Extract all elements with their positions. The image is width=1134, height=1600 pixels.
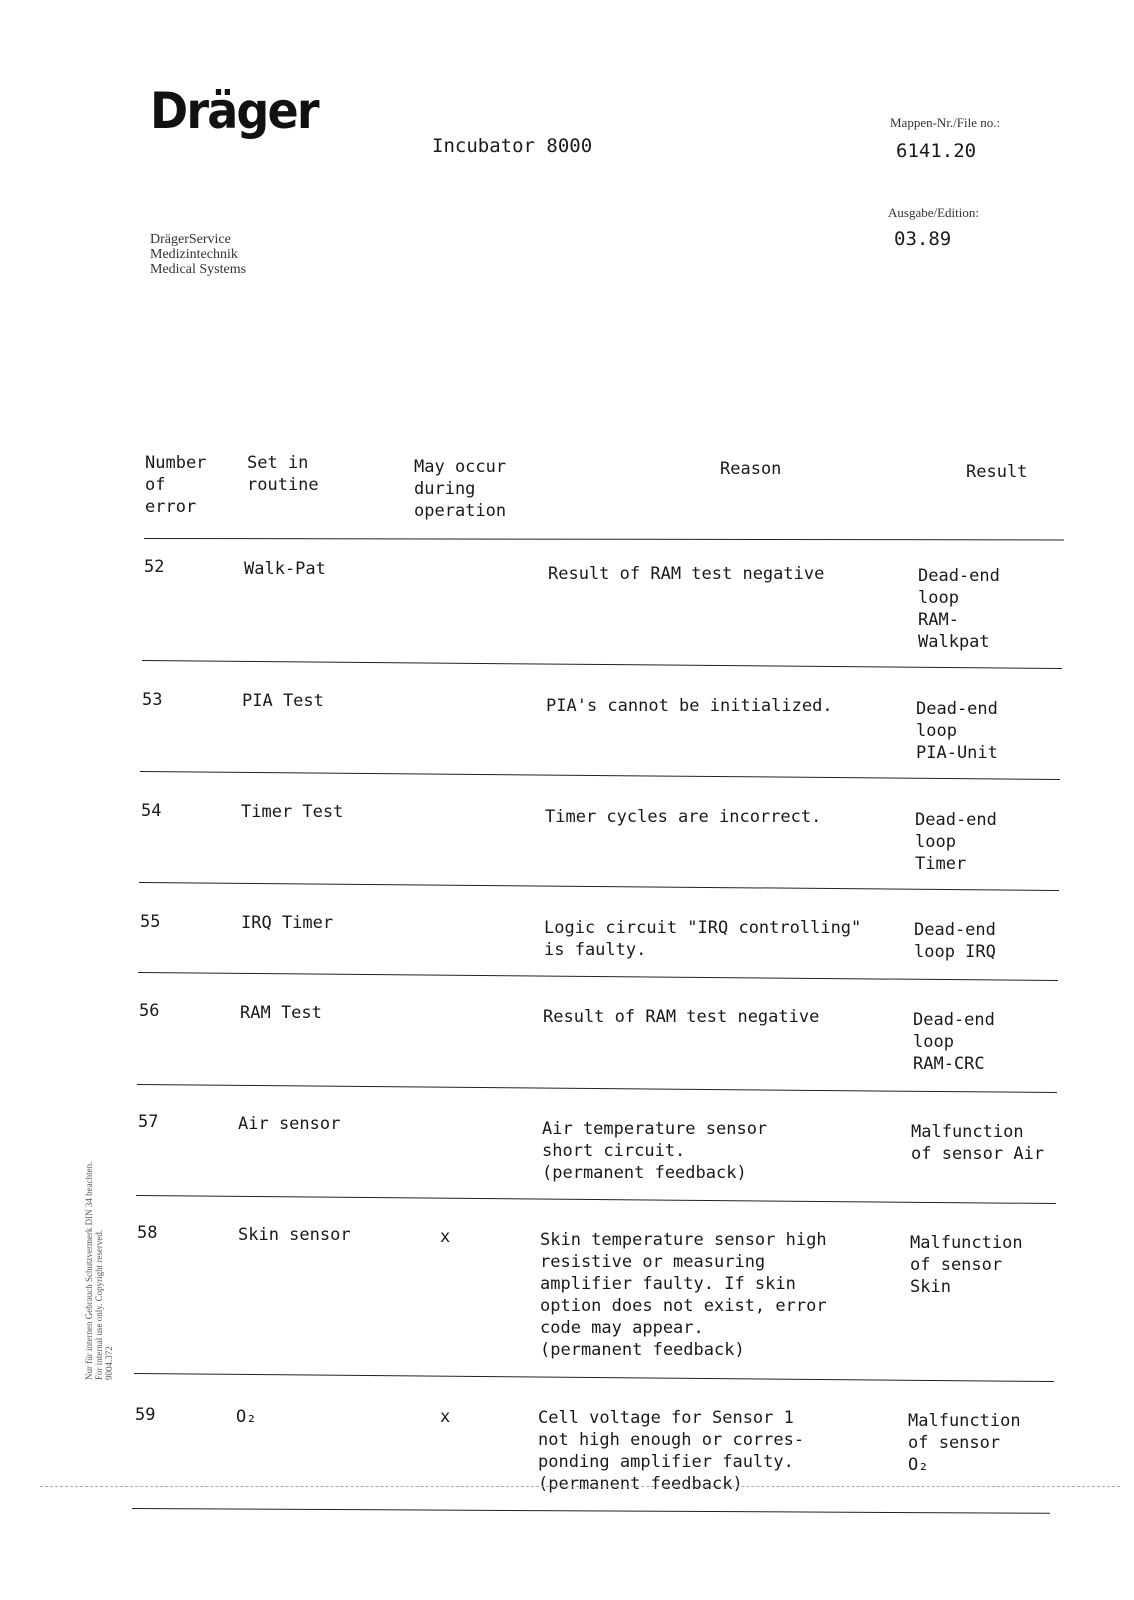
row-reason: Result of RAM test negative: [543, 1007, 820, 1027]
row-rule: [132, 1508, 1050, 1514]
service-line: Medical Systems: [150, 262, 247, 277]
col-header-routine: Set in routine: [247, 453, 319, 495]
row-rule: [134, 1373, 1054, 1382]
product-title: Incubator 8000: [432, 135, 593, 157]
row-may-occur: x: [440, 1407, 451, 1427]
row-reason: Timer cycles are incorrect.: [545, 807, 822, 827]
row-routine: IRQ Timer: [241, 913, 334, 933]
col-header-reason: Reason: [720, 459, 782, 479]
row-reason: Logic circuit "IRQ controlling" is faulty.: [544, 918, 862, 960]
row-may-occur: x: [440, 1227, 451, 1247]
header-rule: [144, 538, 1064, 540]
row-result: Dead-end loop RAM-CRC: [913, 1010, 995, 1074]
side-note-line: 9004.372: [104, 1346, 114, 1380]
scan-artifact-line: [40, 1486, 1120, 1487]
row-rule: [140, 771, 1060, 780]
row-number: 56: [139, 1001, 160, 1021]
row-rule: [142, 660, 1062, 669]
col-header-may-occur: May occur during operation: [414, 457, 507, 521]
service-line: DrägerService: [150, 232, 231, 247]
col-header-result: Result: [966, 462, 1028, 482]
row-reason: Result of RAM test negative: [548, 564, 825, 584]
row-routine: Walk-Pat: [244, 559, 326, 579]
row-number: 57: [138, 1112, 159, 1132]
row-rule: [139, 882, 1059, 891]
row-reason: Cell voltage for Sensor 1 not high enough or corres- ponding amplifier faulty. (permanent feedback): [538, 1408, 805, 1494]
row-routine: PIA Test: [242, 691, 324, 711]
side-note-line: Nur für internen Gebrauch Schutzvermerk DIN 34 beachten.: [84, 1161, 94, 1380]
row-reason: PIA's cannot be initialized.: [546, 696, 833, 716]
service-block: [150, 232, 246, 277]
row-number: 54: [141, 801, 162, 821]
row-result: Malfunction of sensor Skin: [910, 1233, 1023, 1297]
row-routine: Skin sensor: [238, 1225, 351, 1245]
drager-logo: Dräger: [150, 82, 318, 140]
row-routine: Timer Test: [241, 802, 344, 822]
row-result: Malfunction of sensor Air: [911, 1122, 1045, 1164]
row-rule: [138, 972, 1058, 981]
row-reason: Air temperature sensor short circuit. (permanent feedback): [542, 1119, 768, 1183]
service-line: Medizintechnik: [150, 247, 238, 262]
row-rule: [137, 1084, 1057, 1093]
row-result: Dead-end loop PIA-Unit: [916, 699, 998, 763]
side-note-line: For internal use only. Copyright reserved.: [94, 1229, 104, 1380]
row-number: 59: [135, 1405, 156, 1425]
edition: 03.89: [894, 228, 952, 250]
edition-label: Ausgabe/Edition:: [888, 205, 979, 220]
row-rule: [136, 1195, 1056, 1204]
row-result: Malfunction of sensor O₂: [908, 1411, 1021, 1475]
row-routine: O₂: [236, 1407, 257, 1427]
row-result: Dead-end loop RAM- Walkpat: [918, 566, 1000, 652]
row-number: 52: [144, 557, 165, 577]
col-header-number: Number of error: [145, 453, 207, 517]
row-number: 53: [142, 690, 163, 710]
row-result: Dead-end loop Timer: [915, 810, 997, 874]
row-reason: Skin temperature sensor high resistive or measuring amplifier faulty. If skin option does not exist, error code may appear. (permanent feedback): [540, 1230, 827, 1360]
file-no: 6141.20: [896, 140, 977, 162]
row-number: 58: [137, 1223, 158, 1243]
row-result: Dead-end loop IRQ: [914, 920, 996, 962]
row-routine: RAM Test: [240, 1003, 322, 1023]
row-routine: Air sensor: [238, 1114, 341, 1134]
row-number: 55: [140, 912, 161, 932]
copyright-side-note: [84, 1162, 114, 1380]
file-no-label: Mappen-Nr./File no.:: [890, 115, 1001, 130]
